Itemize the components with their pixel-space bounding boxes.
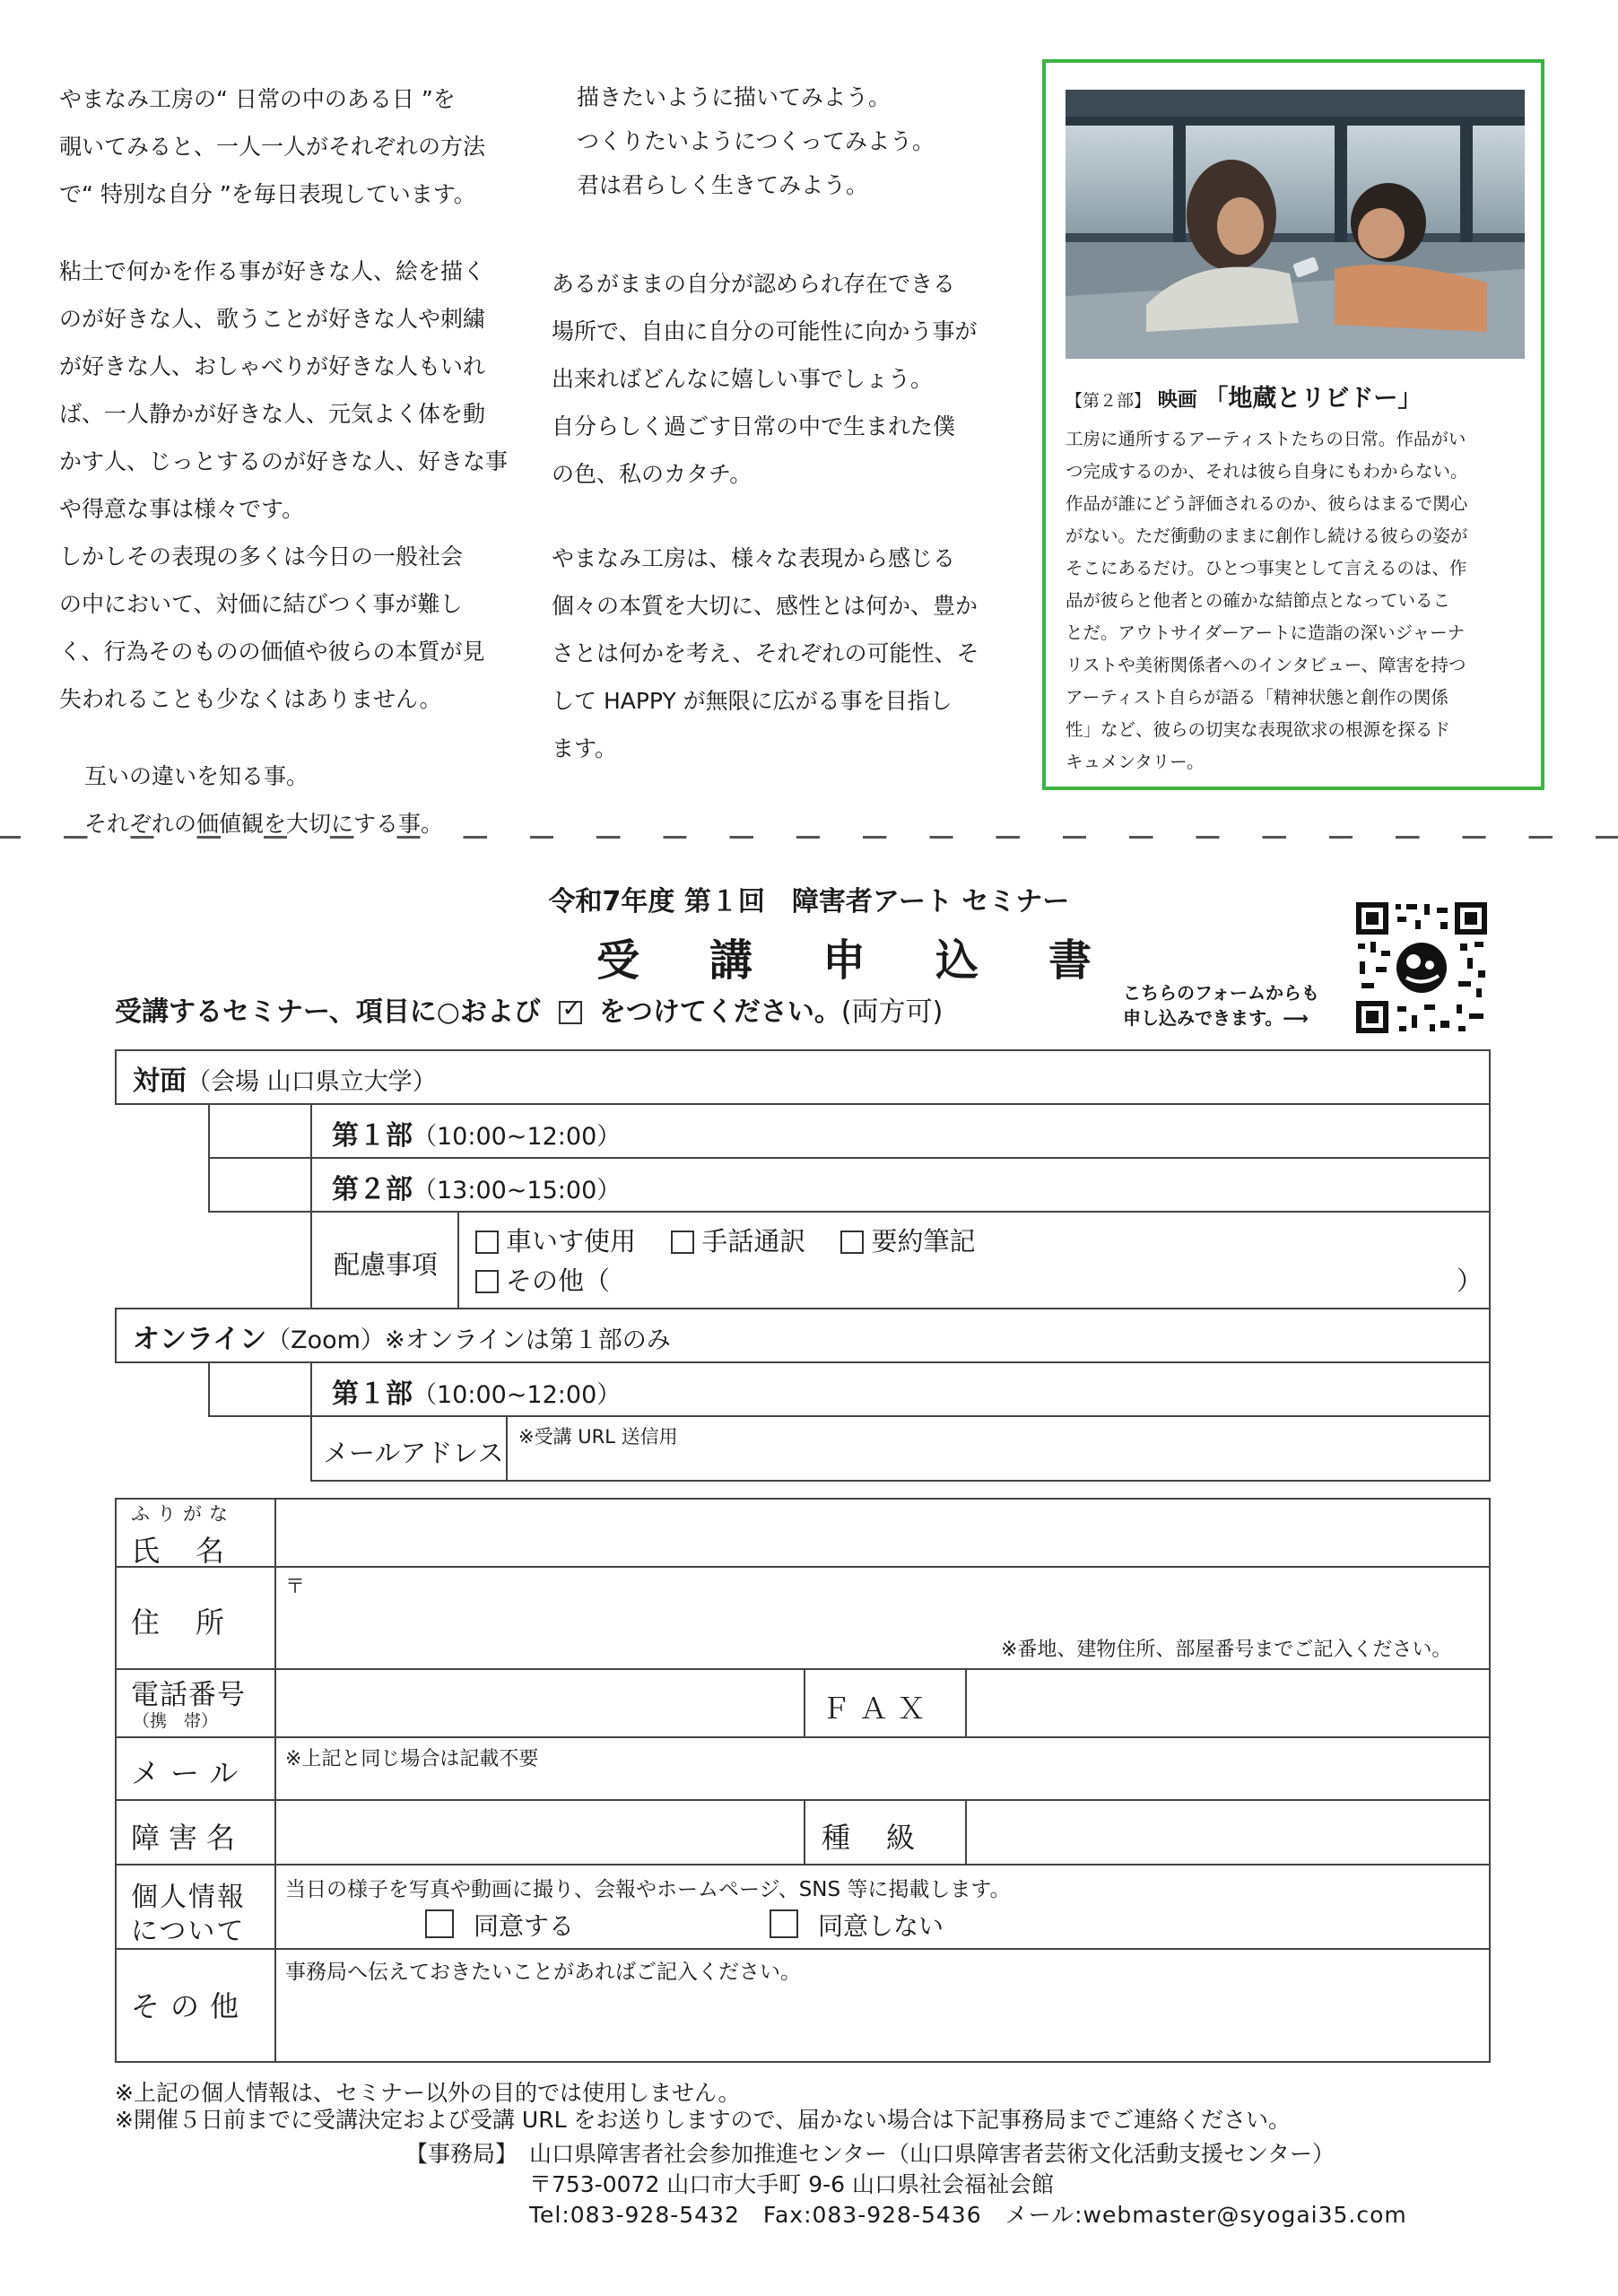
instruction-text: (両方可) bbox=[840, 996, 944, 1028]
opt-other: その他（ bbox=[506, 1265, 611, 1296]
text-line: そこにあるだけ。ひとつ事実として言えるのは、作 bbox=[1066, 558, 1467, 578]
text-line: 性」など、彼らの切実な表現欲求の根源を探るド bbox=[1066, 719, 1451, 740]
text-line: 描きたいように描いてみよう。 bbox=[577, 84, 892, 110]
instruction-text: 受講するセミナー、項目に○および bbox=[115, 996, 541, 1028]
furigana-label: ふりがな bbox=[131, 1503, 235, 1525]
film-caption-title bbox=[1066, 378, 1422, 413]
text-line: がない。ただ衝動のままに創作し続ける彼らの姿が bbox=[1066, 526, 1468, 546]
mail-note: ※上記と同じ場合は記載不要 bbox=[285, 1748, 539, 1770]
phone-field[interactable] bbox=[274, 1668, 805, 1738]
text-line: や得意な事は様々です。 bbox=[59, 496, 305, 522]
inperson-label: 対面 bbox=[133, 1065, 187, 1097]
text-line: で“ 特別な自分 ”を毎日表現しています。 bbox=[59, 181, 476, 207]
text-line: 出来ればどんなに嬉しい事でしょう。 bbox=[552, 366, 934, 392]
text-line: あるがままの自分が認められ存在できる bbox=[552, 271, 956, 297]
online-part1-label: 第１部 bbox=[332, 1378, 413, 1410]
text-line: のが好きな人、歌うことが好きな人や刺繍 bbox=[59, 306, 486, 332]
office-label: 【事務局】 bbox=[405, 2141, 518, 2167]
text-line: ば、一人静かが好きな人、元気よく体を動 bbox=[59, 401, 486, 427]
online-title bbox=[133, 1317, 671, 1356]
checkbox-icon bbox=[559, 1001, 582, 1024]
form-subtitle: 令和7年度 第１回 障害者アート セミナー bbox=[548, 886, 1070, 918]
online-label: オンライン bbox=[133, 1324, 267, 1355]
film-part: 【第２部】 bbox=[1066, 391, 1152, 411]
privacy-label-2: について bbox=[131, 1916, 246, 1947]
text-line: ます。 bbox=[552, 735, 618, 761]
text-line: リストや美術関係者へのインタビュー、障害を持つ bbox=[1066, 655, 1466, 675]
office-name: 山口県障害者社会参加推進センター（山口県障害者芸術文化活動支援センター） bbox=[529, 2141, 1335, 2167]
text-line: 工房に通所するアーティストたちの日常。作品がい bbox=[1066, 429, 1466, 449]
email-note: ※受講 URL 送信用 bbox=[518, 1426, 678, 1448]
text-line: つくりたいようにつくってみよう。 bbox=[577, 128, 935, 154]
address-note: ※番地、建物住所、部屋番号までご記入ください。 bbox=[1001, 1639, 1452, 1661]
online-part1-time: （10:00~12:00） bbox=[413, 1381, 622, 1409]
text-line: 場所で、自由に自分の可能性に向かう事が bbox=[552, 318, 978, 344]
intro-column-2 bbox=[552, 75, 1018, 772]
wheelchair-checkbox[interactable] bbox=[475, 1231, 499, 1254]
text-line: 自分らしく過ごす日常の中で生まれた僕 bbox=[552, 413, 956, 439]
email-label: メールアドレス bbox=[323, 1438, 504, 1468]
consider-label: 配慮事項 bbox=[334, 1249, 439, 1280]
privacy-note: 当日の様子を写真や動画に撮り、会報やホームページ、SNS 等に掲載します。 bbox=[285, 1878, 1011, 1901]
film-kind: 映画 bbox=[1157, 389, 1197, 412]
text-line: く、行為そのものの価値や彼らの本質が見 bbox=[59, 639, 485, 665]
text-line: 品が彼らと他者との確かな結節点となっているこ bbox=[1066, 590, 1451, 611]
text-line: とだ。アウトサイダーアートに造詣の深いジャーナ bbox=[1066, 622, 1466, 643]
disagree-checkbox[interactable] bbox=[770, 1909, 798, 1938]
inperson-part1 bbox=[332, 1113, 621, 1152]
text-line: アーティスト自らが語る「精神状態と創作の関係 bbox=[1066, 687, 1448, 708]
text-line: キュメンタリー。 bbox=[1066, 752, 1205, 772]
text-line: 君は君らしく生きてみよう。 bbox=[577, 172, 869, 198]
other-checkbox[interactable] bbox=[475, 1270, 499, 1293]
text-line: 作品が誰にどう評価されるのか、彼らはまるで関心 bbox=[1066, 493, 1468, 514]
qr-note-line: 申し込みできます。⟶ bbox=[1123, 1007, 1309, 1029]
qr-note bbox=[1123, 980, 1319, 1031]
privacy-label-1: 個人情報 bbox=[131, 1882, 246, 1913]
text-line: やまなみ工房は、様々な表現から感じる bbox=[552, 545, 956, 571]
film-info-box bbox=[1042, 59, 1544, 790]
postal-mark: 〒 bbox=[285, 1576, 306, 1598]
inperson-part2 bbox=[332, 1167, 621, 1206]
online-note: （Zoom）※オンラインは第１部のみ bbox=[266, 1326, 671, 1354]
disagree-label: 同意しない bbox=[818, 1911, 944, 1941]
consider-options-line2 bbox=[475, 1261, 610, 1298]
disability-label: 障害名 bbox=[131, 1821, 245, 1855]
qr-code-icon[interactable] bbox=[1353, 899, 1491, 1037]
film-still-photo bbox=[1066, 90, 1525, 359]
form-title: 受講申込書 bbox=[596, 935, 1161, 986]
online-part1 bbox=[332, 1371, 621, 1411]
office-contact: Tel:083-928-5432 Fax:083-928-5436 メール:webmaster@syogai35.com bbox=[529, 2202, 1407, 2228]
fax-label: ＦＡＸ bbox=[822, 1692, 935, 1726]
instruction-text: をつけてください。 bbox=[598, 996, 841, 1028]
footer-note-1: ※上記の個人情報は、セミナー以外の目的では使用しません。 bbox=[115, 2080, 741, 2106]
text-line: の中において、対価に結びつく事が難し bbox=[59, 591, 463, 617]
grade-label: 種 級 bbox=[822, 1821, 919, 1855]
qr-note-line: こちらのフォームからも bbox=[1123, 982, 1319, 1004]
name-field[interactable] bbox=[274, 1498, 1491, 1568]
fax-field[interactable] bbox=[965, 1668, 1491, 1738]
film-description bbox=[1066, 423, 1532, 778]
text-line: さとは何かを考え、それぞれの可能性、そ bbox=[552, 640, 979, 666]
inperson-title bbox=[133, 1058, 437, 1098]
text-line: それぞれの価値観を大切にする事。 bbox=[84, 811, 444, 837]
part1-label: 第１部 bbox=[332, 1120, 413, 1152]
film-title: 「地蔵とリビドー」 bbox=[1204, 385, 1422, 413]
part2-label: 第２部 bbox=[332, 1174, 413, 1205]
text-line: が好きな人、おしゃべりが好きな人もいれ bbox=[59, 353, 486, 379]
footer-note-2: ※開催５日前までに受講決定および受講 URL をお送りしますので、届かない場合は下記事務局までご連絡ください。 bbox=[115, 2107, 1291, 2133]
consider-options-line1 bbox=[475, 1222, 975, 1258]
text-line: 互いの違いを知る事。 bbox=[84, 763, 309, 789]
text-line: して HAPPY が無限に広がる事を目指し bbox=[552, 688, 953, 714]
agree-checkbox[interactable] bbox=[425, 1909, 454, 1938]
opt-other-close: ） bbox=[1457, 1265, 1483, 1296]
agree-label: 同意する bbox=[474, 1911, 575, 1941]
inperson-part2-check[interactable] bbox=[208, 1157, 312, 1213]
text-line: やまなみ工房の“ 日常の中のある日 ”を bbox=[59, 86, 456, 112]
part2-time: （13:00~15:00） bbox=[413, 1177, 622, 1205]
other-label: その他 bbox=[131, 1989, 250, 2023]
text-line: しかしその表現の多くは今日の一般社会 bbox=[59, 544, 464, 570]
mail-label: メール bbox=[131, 1756, 249, 1790]
sign-checkbox[interactable] bbox=[671, 1231, 694, 1254]
online-part1-check[interactable] bbox=[208, 1361, 312, 1417]
phone-sub: （携 帯） bbox=[133, 1711, 219, 1731]
text-line: 粘土で何かを作る事が好きな人、絵を描く bbox=[59, 258, 486, 284]
form-instruction bbox=[115, 989, 943, 1029]
text-line: 失われることも少なくはありません。 bbox=[59, 686, 442, 712]
office-address: 〒753-0072 山口市大手町 9-6 山口県社会福祉会館 bbox=[529, 2171, 1055, 2197]
text-line: の色、私のカタチ。 bbox=[552, 461, 752, 487]
text-line: つ完成するのか、それは彼ら自身にもわからない。 bbox=[1066, 461, 1468, 482]
inperson-venue: （会場 山口県立大学） bbox=[187, 1068, 437, 1096]
opt-summary: 要約筆記 bbox=[871, 1226, 976, 1257]
other-note: 事務局へ伝えておきたいことがあればご記入ください。 bbox=[285, 1961, 801, 1984]
opt-sign: 手話通訳 bbox=[701, 1226, 806, 1257]
name-label: 氏 名 bbox=[131, 1534, 229, 1568]
privacy-agree bbox=[425, 1907, 574, 1943]
privacy-disagree bbox=[770, 1907, 944, 1943]
intro-column-1 bbox=[59, 75, 526, 848]
part1-time: （10:00~12:00） bbox=[413, 1123, 622, 1151]
cut-line bbox=[0, 836, 1618, 839]
opt-wheelchair: 車いす使用 bbox=[506, 1226, 637, 1257]
inperson-part1-check[interactable] bbox=[208, 1103, 312, 1159]
address-label: 住 所 bbox=[131, 1605, 229, 1639]
text-line: 個々の本質を大切に、感性とは何か、豊か bbox=[552, 593, 979, 619]
phone-label: 電話番号 bbox=[131, 1679, 246, 1711]
disability-field[interactable] bbox=[274, 1799, 805, 1866]
text-line: 覗いてみると、一人一人がそれぞれの方法 bbox=[59, 134, 486, 160]
grade-field[interactable] bbox=[965, 1799, 1491, 1866]
text-line: かす人、じっとするのが好きな人、好きな事 bbox=[59, 448, 509, 474]
summary-checkbox[interactable] bbox=[840, 1231, 864, 1254]
